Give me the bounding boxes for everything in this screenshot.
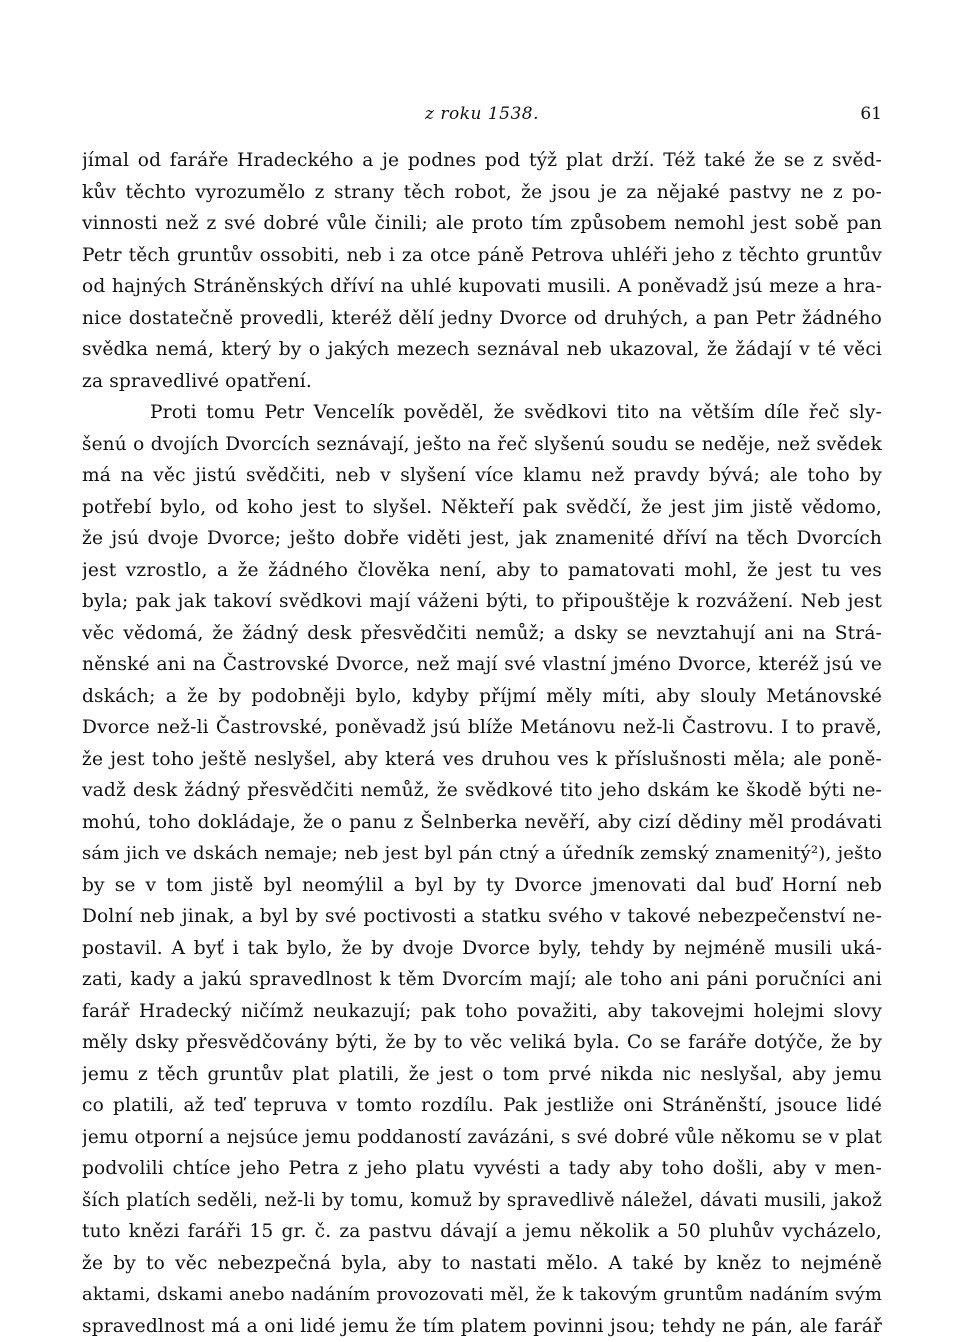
text-line: že jsú dvoje Dvorce; ješto dobře viděti jest, jak znamenité dříví na těch Dvorcích bbox=[82, 523, 882, 555]
text-line: tuto knězi faráři 15 gr. č. za pastvu dávají a jemu několik a 50 pluhův vycházelo, bbox=[82, 1216, 882, 1248]
text-line: měly dsky přesvědčovány býti, že by to věc veliká byla. Co se faráře dotýče, že by bbox=[82, 1027, 882, 1059]
text-line: by se v tom jistě byl neomýlil a byl by ty Dvorce jmenovati dal buď Horní neb bbox=[82, 870, 882, 902]
page-header bbox=[82, 104, 882, 128]
text-line: jest vzrostlo, a že žádného člověka není, aby to pamatovati mohl, že jest tu ves bbox=[82, 555, 882, 587]
text-line: sám jich ve dskách nemaje; neb jest byl pán ctný a úředník zemský znamenitý²), ješto bbox=[82, 838, 882, 870]
text-line: postavil. A byť i tak bylo, že by dvoje Dvorce byly, tehdy by nejméně musili uká- bbox=[82, 933, 882, 965]
text-line: podvolili chtíce jeho Petra z jeho platu vyvésti a tady aby toho došli, aby v men- bbox=[82, 1153, 882, 1185]
text-line: věc vědomá, že žádný desk přesvědčiti nemůž; a dsky se nevztahují ani na Strá- bbox=[82, 618, 882, 650]
text-line: že jest toho ještě neslyšel, aby která ves druhou ves k příslušnosti měla; ale poně- bbox=[82, 744, 882, 776]
text-line: za spravedlivé opatření. bbox=[82, 366, 882, 398]
text-line: že by to věc nebezpečná byla, aby to nastati mělo. A také by kněz to nejméně bbox=[82, 1248, 882, 1280]
text-line: Dvorce než-li Častrovské, poněvadž jsú blíže Metánovu než-li Častrovu. I to pravě, bbox=[82, 712, 882, 744]
text-line: potřebí bylo, od koho jest to slyšel. Někteří pak svědčí, že jest jim jistě vědomo, bbox=[82, 492, 882, 524]
text-line: mohú, toho dokládaje, že o panu z Šelnberka nevěří, aby cizí dědiny měl prodávati bbox=[82, 807, 882, 839]
text-line: byla; pak jak takoví svědkovi mají váženi býti, to připouštěje k rozvážení. Neb jest bbox=[82, 586, 882, 618]
body-text bbox=[82, 145, 882, 1342]
text-line: co platili, až teď tepruva v tomto rozdílu. Pak jestliže oni Stráněnští, jsouce lidé bbox=[82, 1090, 882, 1122]
text-line: Proti tomu Petr Vencelík pověděl, že svědkovi tito na větším díle řeč sly- bbox=[82, 397, 882, 429]
text-line: Dolní neb jinak, a byl by své poctivosti a statku svého v takové nebezpečenství ne- bbox=[82, 901, 882, 933]
text-line: vinnosti než z své dobré vůle činili; ale proto tím způsobem nemohl jest sobě pan bbox=[82, 208, 882, 240]
text-line: od hajných Stráněnských dříví na uhlé kupovati musili. A poněvadž jsú meze a hra- bbox=[82, 271, 882, 303]
paragraph bbox=[82, 397, 882, 1342]
text-line: jímal od faráře Hradeckého a je podnes pod týž plat drží. Též také že se z svěd- bbox=[82, 145, 882, 177]
text-line: kův těchto vyrozumělo z strany těch robot, že jsou je za nějaké pastvy ne z po- bbox=[82, 177, 882, 209]
text-line: zati, kady a jakú spravedlnost k těm Dvorcím mají; ale toho ani páni poručníci ani bbox=[82, 964, 882, 996]
running-title: z roku 1538. bbox=[82, 104, 882, 124]
text-line: spravedlnost má a oni lidé jemu že tím platem povinni jsou; tehdy ne pán, ale farář bbox=[82, 1311, 882, 1342]
text-line: Petr těch gruntův ossobiti, neb i za otce páně Petrova uhléři jeho z těchto gruntův bbox=[82, 240, 882, 272]
text-line: aktami, dskami anebo nadáním provozovati měl, že k takovým gruntům nadáním svým bbox=[82, 1279, 882, 1311]
text-line: svědka nemá, který by o jakých mezech seznával neb ukazoval, že žádají v té věci bbox=[82, 334, 882, 366]
text-line: něnské ani na Častrovské Dvorce, než mají své vlastní jméno Dvorce, kteréž jsú ve bbox=[82, 649, 882, 681]
page-number: 61 bbox=[860, 104, 882, 124]
text-line: dskách; a že by podobněji bylo, kdyby příjmí měly míti, aby slouly Metánovské bbox=[82, 681, 882, 713]
text-line: ších platích seděli, než-li by tomu, komuž by spravedlivě náležel, dávati musili, jakož bbox=[82, 1185, 882, 1217]
text-line: jemu otporní a nejsúce jemu poddaností zavázáni, s své dobré vůle někomu se v plat bbox=[82, 1122, 882, 1154]
text-line: vadž desk žádný přesvědčiti nemůž, že svědkové tito jeho dskám ke škodě býti ne- bbox=[82, 775, 882, 807]
text-line: jemu z těch gruntův plat platili, že jest o tom prvé nikda nic neslyšal, aby jemu bbox=[82, 1059, 882, 1091]
text-line: farář Hradecký ničímž neukazují; pak toho považiti, aby takovejmi holejmi slovy bbox=[82, 996, 882, 1028]
text-line: nice dostatečně provedli, kteréž dělí jedny Dvorce od druhých, a pan Petr žádného bbox=[82, 303, 882, 335]
paragraph bbox=[82, 145, 882, 397]
text-line: šenú o dvojích Dvorcích seznávají, ješto na řeč slyšenú soudu se neděje, než svědek bbox=[82, 429, 882, 461]
text-line: má na věc jistú svědčiti, neb v slyšení více klamu než pravdy bývá; ale toho by bbox=[82, 460, 882, 492]
